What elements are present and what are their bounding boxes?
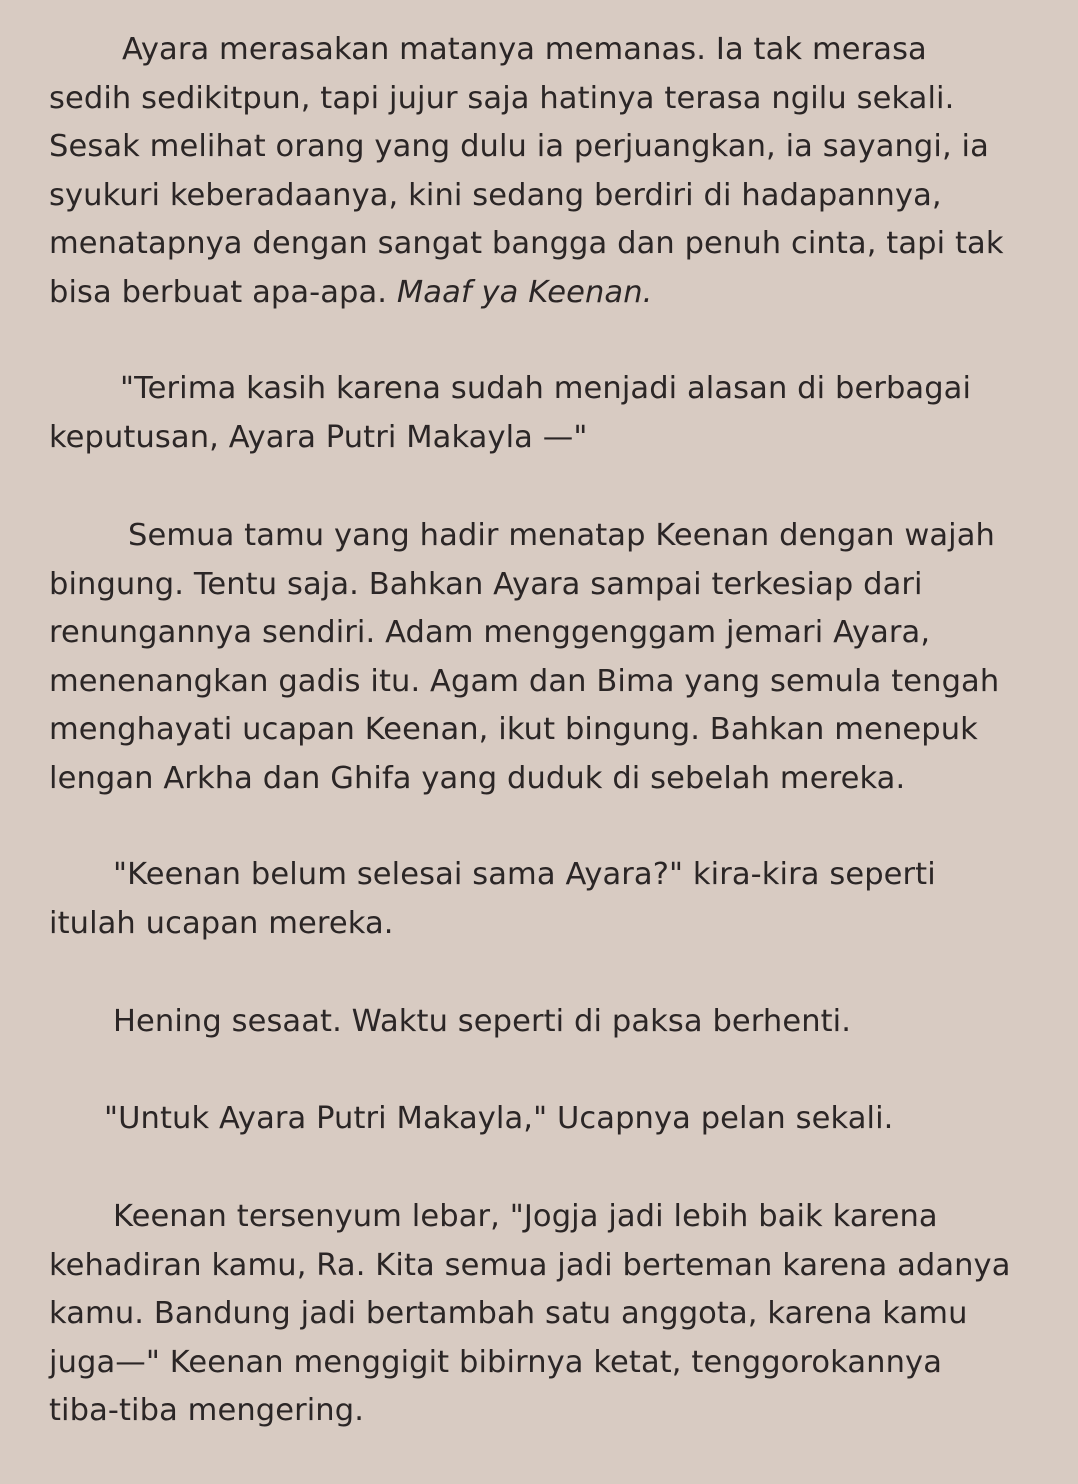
- text-line: sedih sedikitpun, tapi jujur saja hatinya terasa ngilu sekali.: [49, 80, 955, 116]
- story-paragraph: [49, 1095, 1039, 1144]
- text-line: syukuri keberadaanya, kini sedang berdiri di hadapannya,: [49, 177, 942, 213]
- story-paragraph: [49, 365, 1039, 462]
- text-segment: bisa berbuat apa-apa.: [49, 274, 397, 310]
- story-paragraph: [49, 26, 1039, 317]
- text-line: itulah ucapan mereka.: [49, 905, 394, 941]
- text-line: Keenan tersenyum lebar, "Jogja jadi lebih baik karena: [113, 1199, 938, 1234]
- text-line: kamu. Bandung jadi bertambah satu anggota, karena kamu: [49, 1296, 968, 1331]
- text-line: keputusan, Ayara Putri Makayla —": [49, 419, 588, 455]
- text-line: Ayara merasakan matanya memanas. Ia tak merasa: [122, 32, 927, 67]
- text-line: menghayati ucapan Keenan, ikut bingung. Bahkan menepuk: [49, 712, 978, 747]
- story-paragraph: [49, 512, 1039, 803]
- text-line: Semua tamu yang hadir menatap Keenan dengan wajah: [128, 518, 995, 553]
- text-line: "Keenan belum selesai sama Ayara?" kira-kira seperti: [113, 857, 936, 892]
- story-paragraph: [49, 1193, 1039, 1436]
- text-line: lengan Arkha dan Ghifa yang duduk di sebelah mereka.: [49, 760, 906, 796]
- text-line: menatapnya dengan sangat bangga dan penuh cinta, tapi tak: [49, 226, 1004, 261]
- text-line: "Untuk Ayara Putri Makayla," Ucapnya pelan sekali.: [104, 1101, 894, 1136]
- text-line: Hening sesaat. Waktu seperti di paksa berhenti.: [113, 1004, 852, 1039]
- text-line: tiba-tiba mengering.: [49, 1393, 364, 1428]
- text-line: juga—" Keenan menggigit bibirnya ketat, tenggorokannya: [49, 1344, 942, 1380]
- text-line: menenangkan gadis itu. Agam dan Bima yang semula tengah: [49, 663, 1000, 699]
- text-line: [49, 269, 1039, 318]
- text-line: bingung. Tentu saja. Bahkan Ayara sampai terkesiap dari: [49, 566, 923, 602]
- text-line: "Terima kasih karena sudah menjadi alasan di berbagai: [120, 371, 972, 406]
- italic-text: Maaf ya Keenan.: [396, 274, 653, 310]
- text-line: renungannya sendiri. Adam menggenggam jemari Ayara,: [49, 615, 931, 650]
- story-paragraph: [49, 998, 1039, 1047]
- text-line: Sesak melihat orang yang dulu ia perjuangkan, ia sayangi, ia: [49, 129, 989, 164]
- text-line: kehadiran kamu, Ra. Kita semua jadi berteman karena adanya: [49, 1247, 1011, 1283]
- story-paragraph: [49, 851, 1039, 948]
